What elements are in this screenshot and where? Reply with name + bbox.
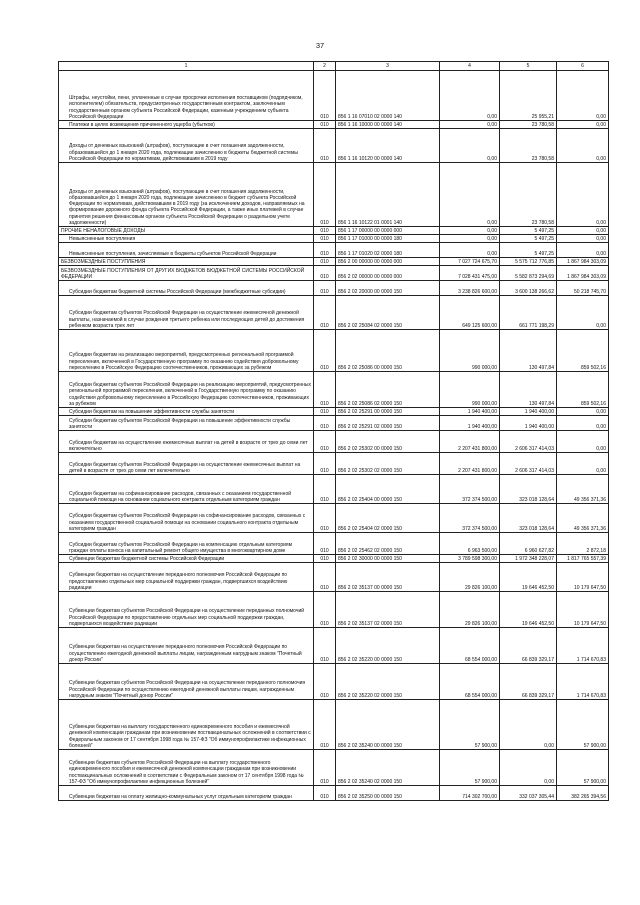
- table-row: [59, 786, 609, 801]
- row-unexecuted-cell: 0,00: [557, 227, 609, 235]
- row-unexecuted-cell: 0,00: [557, 416, 609, 431]
- row-unexecuted-cell: 0,00: [557, 71, 609, 121]
- row-executed-cell: 66 839 329,17: [500, 628, 557, 664]
- header-cell: 3: [336, 62, 440, 71]
- row-approved-cell: 0,00: [440, 71, 500, 121]
- row-unexecuted-cell: 10 179 647,50: [557, 592, 609, 628]
- row-kbk-cell: 856 2 02 25404 02 0000 150: [336, 504, 440, 533]
- row-approved-cell: 68 554 000,00: [440, 664, 500, 700]
- table-row: [59, 664, 609, 700]
- table-row: [59, 533, 609, 555]
- row-kbk-cell: 856 2 02 25291 00 0000 150: [336, 408, 440, 416]
- row-name-cell: Доходы от денежных взысканий (штрафов), поступающие в счет погашения задолженности, образовавшейся до 1 января 2020 года, подлежащие зачислению в бюджет субъекта Российской Федерации по нормативам, действовавшим в 2019 году (за исключением доходов, направляемых на формирование дорожного фонда субъекта Российской Федерации, а также иных платежей в случае принятия решения финансовым органом субъекта Российской Федерации о раздельном учете задолженности): [59, 163, 314, 227]
- row-unexecuted-cell: 1 714 670,83: [557, 664, 609, 700]
- row-kbk-cell: 856 2 02 35240 00 0000 150: [336, 700, 440, 750]
- row-executed-cell: 2 606 317 414,03: [500, 453, 557, 475]
- row-unexecuted-cell: 10 179 647,50: [557, 563, 609, 592]
- row-unexecuted-cell: 2 872,18: [557, 533, 609, 555]
- row-kbk-cell: 856 2 02 35240 02 0000 150: [336, 750, 440, 786]
- table-row: [59, 555, 609, 563]
- row-approved-cell: 649 125 600,00: [440, 296, 500, 330]
- row-kbk-cell: 856 2 02 25086 02 0000 150: [336, 372, 440, 408]
- row-unexecuted-cell: 382 265 394,56: [557, 786, 609, 801]
- table-row: [59, 453, 609, 475]
- row-kbk-cell: 856 2 02 25086 00 0000 150: [336, 330, 440, 372]
- row-approved-cell: 29 826 100,00: [440, 592, 500, 628]
- row-code-cell: 010: [314, 453, 336, 475]
- row-name-cell: Субсидии бюджетам субъектов Российской Федерации на софинансирование расходов, связанных с оказанием государственной социальной помощи на основании социального контракта отдельным категориям граждан: [59, 504, 314, 533]
- row-kbk-cell: 856 2 00 00000 00 0000 000: [336, 258, 440, 266]
- row-unexecuted-cell: 0,00: [557, 121, 609, 129]
- row-executed-cell: 66 839 329,17: [500, 664, 557, 700]
- table-row: [59, 258, 609, 266]
- row-kbk-cell: 856 2 02 30000 00 0000 150: [336, 555, 440, 563]
- row-name-cell: Субсидии бюджетам на реализацию мероприятий, предусмотренных региональной программой переселения, включенной в Государственную программу по оказанию содействия добровольному переселению в Российскую Федерацию соотечественников, проживающих за рубежом: [59, 330, 314, 372]
- row-approved-cell: 29 826 100,00: [440, 563, 500, 592]
- table-header-row: [59, 62, 609, 71]
- row-name-cell: Субвенции бюджетам на осуществление переданного полномочия Российской Федерации по предоставлению отдельных мер социальной поддержки граждан, подвергшихся воздействию радиации: [59, 563, 314, 592]
- row-executed-cell: 661 771 198,29: [500, 296, 557, 330]
- row-approved-cell: 3 789 598 300,00: [440, 555, 500, 563]
- row-approved-cell: 57 900,00: [440, 750, 500, 786]
- row-unexecuted-cell: 57 900,00: [557, 700, 609, 750]
- table-body: [59, 71, 609, 801]
- row-code-cell: 010: [314, 533, 336, 555]
- table-row: [59, 330, 609, 372]
- row-code-cell: 010: [314, 475, 336, 504]
- row-code-cell: 010: [314, 266, 336, 281]
- row-name-cell: Субсидии бюджетам субъектов Российской Федерации на осуществление ежемесячных выплат на детей в возрасте от трех до семи лет включительно: [59, 453, 314, 475]
- row-kbk-cell: 856 2 02 25291 02 0000 150: [336, 416, 440, 431]
- row-kbk-cell: 856 2 02 25462 02 0000 150: [336, 533, 440, 555]
- row-executed-cell: 5 582 873 294,69: [500, 266, 557, 281]
- row-unexecuted-cell: 1 867 984 303,09: [557, 266, 609, 281]
- row-code-cell: 010: [314, 700, 336, 750]
- row-executed-cell: 5 497,25: [500, 227, 557, 235]
- row-executed-cell: 323 018 128,64: [500, 504, 557, 533]
- row-executed-cell: 1 940 400,00: [500, 416, 557, 431]
- row-code-cell: 010: [314, 555, 336, 563]
- row-unexecuted-cell: 0,00: [557, 431, 609, 453]
- row-code-cell: 010: [314, 296, 336, 330]
- row-code-cell: 010: [314, 227, 336, 235]
- row-name-cell: Штрафы, неустойки, пени, уплаченные в случае просрочки исполнения поставщиком (подрядчиком, исполнителем) обязательств, предусмотренных государственным контрактом, заключенным государственным органом субъекта Российской Федерации, казенным учреждением субъекта Российской Федерации: [59, 71, 314, 121]
- row-unexecuted-cell: 1 714 670,83: [557, 628, 609, 664]
- row-name-cell: Субсидии бюджетам бюджетной системы Российской Федерации (межбюджетные субсидии): [59, 281, 314, 296]
- row-executed-cell: 5 575 712 776,85: [500, 258, 557, 266]
- row-code-cell: 010: [314, 504, 336, 533]
- row-approved-cell: 1 940 400,00: [440, 416, 500, 431]
- row-name-cell: Платежи в целях возмещения причиненного ущерба (убытков): [59, 121, 314, 129]
- row-code-cell: 010: [314, 563, 336, 592]
- report-table: [58, 61, 609, 801]
- row-kbk-cell: 856 1 16 10120 00 0000 140: [336, 129, 440, 163]
- row-name-cell: Субвенции бюджетам на осуществление переданного полномочия Российской Федерации по осуществлению ежегодной денежной выплаты лицам, награжденным нагрудным знаком "Почетный донор России": [59, 628, 314, 664]
- table-row: [59, 235, 609, 243]
- row-code-cell: 010: [314, 416, 336, 431]
- header-cell: 1: [59, 62, 314, 71]
- row-name-cell: Субсидии бюджетам субъектов Российской Федерации на компенсацию отдельным категориям граждан оплаты взноса на капитальный ремонт общего имущества в многоквартирном доме: [59, 533, 314, 555]
- row-kbk-cell: 856 2 02 00000 00 0000 000: [336, 266, 440, 281]
- table-row: [59, 408, 609, 416]
- row-kbk-cell: 856 2 02 25404 00 0000 150: [336, 475, 440, 504]
- row-code-cell: 010: [314, 71, 336, 121]
- row-approved-cell: 3 238 826 600,00: [440, 281, 500, 296]
- row-executed-cell: 5 497,25: [500, 243, 557, 258]
- row-approved-cell: 7 027 724 675,70: [440, 258, 500, 266]
- row-executed-cell: 1 972 348 228,07: [500, 555, 557, 563]
- row-code-cell: 010: [314, 750, 336, 786]
- table-row: [59, 628, 609, 664]
- row-approved-cell: 0,00: [440, 227, 500, 235]
- table-row: [59, 71, 609, 121]
- row-code-cell: 010: [314, 592, 336, 628]
- row-code-cell: 010: [314, 431, 336, 453]
- row-approved-cell: 990 000,00: [440, 372, 500, 408]
- row-name-cell: Невыясненные поступления: [59, 235, 314, 243]
- row-name-cell: Субсидии бюджетам на софинансирование расходов, связанных с оказанием государственной социальной помощи на основании социального контракта отдельным категориям граждан: [59, 475, 314, 504]
- table-row: [59, 504, 609, 533]
- row-executed-cell: 25 955,21: [500, 71, 557, 121]
- row-kbk-cell: 856 2 02 35220 02 0000 150: [336, 664, 440, 700]
- row-name-cell: Субвенции бюджетам субъектов Российской Федерации на осуществление переданных полномочий Российской Федерации по предоставлению отдельных мер социальной поддержки граждан, подвергшихся воздействию радиации: [59, 592, 314, 628]
- table-row: [59, 266, 609, 281]
- row-name-cell: БЕЗВОЗМЕЗДНЫЕ ПОСТУПЛЕНИЯ: [59, 258, 314, 266]
- row-unexecuted-cell: 0,00: [557, 408, 609, 416]
- row-unexecuted-cell: 50 218 745,70: [557, 281, 609, 296]
- row-approved-cell: 0,00: [440, 163, 500, 227]
- row-executed-cell: 19 646 452,50: [500, 563, 557, 592]
- row-approved-cell: 990 000,00: [440, 330, 500, 372]
- row-approved-cell: 57 900,00: [440, 700, 500, 750]
- row-kbk-cell: 856 1 16 10122 01 0001 140: [336, 163, 440, 227]
- table-row: [59, 227, 609, 235]
- row-executed-cell: 23 780,58: [500, 129, 557, 163]
- row-approved-cell: 68 554 000,00: [440, 628, 500, 664]
- row-executed-cell: 6 960 627,82: [500, 533, 557, 555]
- row-approved-cell: 6 963 500,00: [440, 533, 500, 555]
- row-executed-cell: 23 780,58: [500, 121, 557, 129]
- row-unexecuted-cell: 0,00: [557, 129, 609, 163]
- row-unexecuted-cell: 0,00: [557, 243, 609, 258]
- row-code-cell: 010: [314, 372, 336, 408]
- table-row: [59, 129, 609, 163]
- row-executed-cell: 23 780,58: [500, 163, 557, 227]
- row-approved-cell: 2 207 431 800,00: [440, 431, 500, 453]
- row-approved-cell: 7 028 431 475,00: [440, 266, 500, 281]
- row-executed-cell: 0,00: [500, 700, 557, 750]
- table-row: [59, 243, 609, 258]
- row-name-cell: Субсидии бюджетам субъектов Российской Федерации на осуществление ежемесячной денежной выплаты, назначаемой в случае рождения третьего ребенка или последующих детей до достижения ребенком возраста трех лет: [59, 296, 314, 330]
- row-code-cell: 010: [314, 281, 336, 296]
- row-kbk-cell: 856 2 02 25302 02 0000 150: [336, 453, 440, 475]
- row-executed-cell: 130 497,84: [500, 372, 557, 408]
- row-approved-cell: 1 940 400,00: [440, 408, 500, 416]
- table-row: [59, 163, 609, 227]
- table-row: [59, 431, 609, 453]
- row-code-cell: 010: [314, 235, 336, 243]
- row-kbk-cell: 856 1 16 10000 00 0000 140: [336, 121, 440, 129]
- row-unexecuted-cell: 0,00: [557, 235, 609, 243]
- row-unexecuted-cell: 49 356 371,36: [557, 475, 609, 504]
- table-row: [59, 296, 609, 330]
- row-name-cell: Субвенции бюджетам бюджетной системы Российской Федерации: [59, 555, 314, 563]
- row-code-cell: 010: [314, 121, 336, 129]
- row-code-cell: 010: [314, 258, 336, 266]
- row-code-cell: 010: [314, 408, 336, 416]
- row-name-cell: Субвенции бюджетам на выплату государственного единовременного пособия и ежемесячной денежной компенсации гражданам при возникновении поствакцинальных осложнений в соответствии с Федеральным законом от 17 сентября 1998 года № 157-ФЗ "Об иммунопрофилактике инфекционных болезней": [59, 700, 314, 750]
- header-cell: 6: [557, 62, 609, 71]
- table-row: [59, 475, 609, 504]
- row-approved-cell: 0,00: [440, 129, 500, 163]
- row-name-cell: Субвенции бюджетам субъектов Российской Федерации на осуществление переданного полномочия Российской Федерации по осуществлению ежегодной денежной выплаты лицам, награжденным нагрудным знаком "Почетный донор России": [59, 664, 314, 700]
- row-approved-cell: 0,00: [440, 243, 500, 258]
- row-executed-cell: 130 497,84: [500, 330, 557, 372]
- row-code-cell: 010: [314, 163, 336, 227]
- row-name-cell: Невыясненные поступления, зачисляемые в бюджеты субъектов Российской Федерации: [59, 243, 314, 258]
- row-executed-cell: 332 037 305,44: [500, 786, 557, 801]
- row-code-cell: 010: [314, 664, 336, 700]
- row-approved-cell: 0,00: [440, 235, 500, 243]
- row-executed-cell: 0,00: [500, 750, 557, 786]
- row-approved-cell: 2 207 431 800,00: [440, 453, 500, 475]
- header-cell: 5: [500, 62, 557, 71]
- row-code-cell: 010: [314, 129, 336, 163]
- row-executed-cell: 3 600 138 266,62: [500, 281, 557, 296]
- row-name-cell: Доходы от денежных взысканий (штрафов), поступающие в счет погашения задолженности, образовавшейся до 1 января 2020 года, подлежащие зачислению в бюджеты бюджетной системы Российской Федерации по нормативам, действовавшим в 2019 году: [59, 129, 314, 163]
- row-name-cell: Субсидии бюджетам на осуществление ежемесячных выплат на детей в возрасте от трех до семи лет включительно: [59, 431, 314, 453]
- row-approved-cell: 714 302 700,00: [440, 786, 500, 801]
- row-code-cell: 010: [314, 330, 336, 372]
- row-kbk-cell: 856 1 17 01000 00 0000 180: [336, 235, 440, 243]
- row-unexecuted-cell: 57 900,00: [557, 750, 609, 786]
- table-row: [59, 592, 609, 628]
- row-unexecuted-cell: 0,00: [557, 453, 609, 475]
- row-name-cell: ПРОЧИЕ НЕНАЛОГОВЫЕ ДОХОДЫ: [59, 227, 314, 235]
- table-row: [59, 563, 609, 592]
- row-name-cell: Субсидии бюджетам субъектов Российской Федерации на повышение эффективности службы занятости: [59, 416, 314, 431]
- row-unexecuted-cell: 859 502,16: [557, 372, 609, 408]
- row-executed-cell: 5 497,25: [500, 235, 557, 243]
- row-kbk-cell: 856 1 17 00000 00 0000 000: [336, 227, 440, 235]
- row-kbk-cell: 856 2 02 35137 00 0000 150: [336, 563, 440, 592]
- table-row: [59, 121, 609, 129]
- row-kbk-cell: 856 2 02 35137 02 0000 150: [336, 592, 440, 628]
- row-kbk-cell: 856 1 16 07010 02 0000 140: [336, 71, 440, 121]
- row-approved-cell: 372 374 500,00: [440, 475, 500, 504]
- row-kbk-cell: 856 2 02 35220 00 0000 150: [336, 628, 440, 664]
- row-kbk-cell: 856 1 17 01020 02 0000 180: [336, 243, 440, 258]
- row-unexecuted-cell: 0,00: [557, 296, 609, 330]
- page-number: 37: [315, 41, 325, 50]
- row-executed-cell: 323 018 128,64: [500, 475, 557, 504]
- table-row: [59, 750, 609, 786]
- table-row: [59, 416, 609, 431]
- row-executed-cell: 1 940 400,00: [500, 408, 557, 416]
- row-unexecuted-cell: 1 817 765 557,39: [557, 555, 609, 563]
- row-kbk-cell: 856 2 02 35250 00 0000 150: [336, 786, 440, 801]
- row-executed-cell: 19 646 452,50: [500, 592, 557, 628]
- row-unexecuted-cell: 49 356 371,36: [557, 504, 609, 533]
- row-name-cell: Субсидии бюджетам субъектов Российской Федерации на реализацию мероприятий, предусмотренных региональной программой переселения, включенной в Государственную программу по оказанию содействия добровольному переселению в Российскую Федерацию соотечественников, проживающих за рубежом: [59, 372, 314, 408]
- row-unexecuted-cell: 0,00: [557, 163, 609, 227]
- row-kbk-cell: 856 2 02 25084 02 0000 150: [336, 296, 440, 330]
- row-code-cell: 010: [314, 786, 336, 801]
- row-executed-cell: 2 606 317 414,03: [500, 431, 557, 453]
- row-kbk-cell: 856 2 02 25302 00 0000 150: [336, 431, 440, 453]
- row-name-cell: БЕЗВОЗМЕЗДНЫЕ ПОСТУПЛЕНИЯ ОТ ДРУГИХ БЮДЖЕТОВ БЮДЖЕТНОЙ СИСТЕМЫ РОССИЙСКОЙ ФЕДЕРАЦИИ: [59, 266, 314, 281]
- row-code-cell: 010: [314, 243, 336, 258]
- row-approved-cell: 372 374 500,00: [440, 504, 500, 533]
- row-kbk-cell: 856 2 02 20000 00 0000 150: [336, 281, 440, 296]
- header-cell: 2: [314, 62, 336, 71]
- table-row: [59, 372, 609, 408]
- table-row: [59, 281, 609, 296]
- row-name-cell: Субвенции бюджетам на оплату жилищно-коммунальных услуг отдельным категориям граждан: [59, 786, 314, 801]
- row-approved-cell: 0,00: [440, 121, 500, 129]
- row-name-cell: Субвенции бюджетам субъектов Российской Федерации на выплату государственного единовременного пособия и ежемесячной денежной компенсации гражданам при возникновении поствакцинальных осложнений в соответствии с Федеральным законом от 17 сентября 1998 года № 157-ФЗ "Об иммунопрофилактике инфекционных болезней": [59, 750, 314, 786]
- row-unexecuted-cell: 1 867 984 303,09: [557, 258, 609, 266]
- row-code-cell: 010: [314, 628, 336, 664]
- row-unexecuted-cell: 859 502,16: [557, 330, 609, 372]
- header-cell: 4: [440, 62, 500, 71]
- table-row: [59, 700, 609, 750]
- row-name-cell: Субсидии бюджетам на повышение эффективности службы занятости: [59, 408, 314, 416]
